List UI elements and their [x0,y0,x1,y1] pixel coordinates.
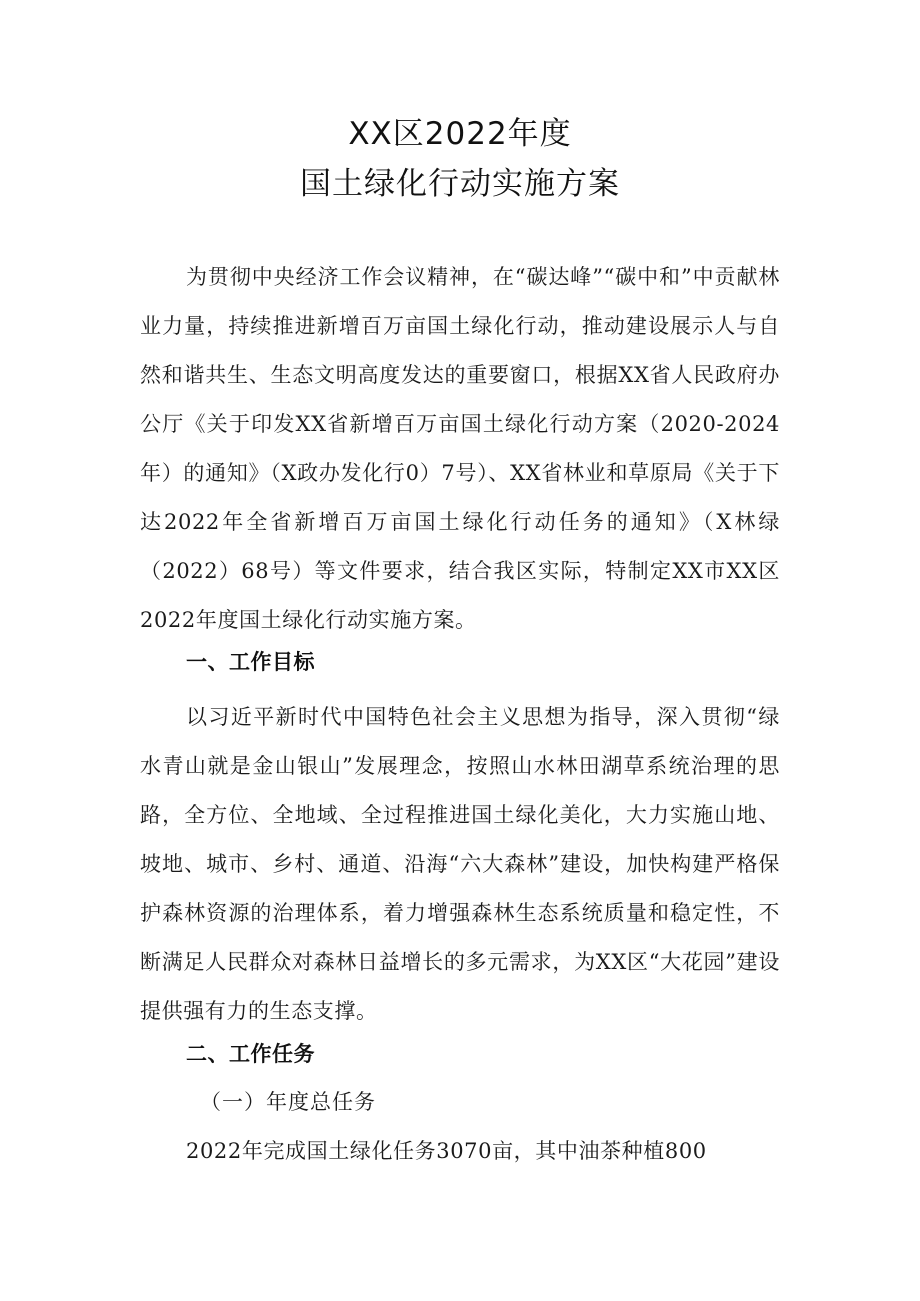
annual-task-text: 2022年完成国土绿化任务3070亩，其中油茶种植800 [186,1139,707,1163]
intro-paragraph: 为贯彻中央经济工作会议精神，在“碳达峰”“碳中和”中贡献林业力量，持续推进新增百万亩国土绿化行动，推动建设展示人与自然和谐共生、生态文明高度发达的重要窗口，根据XX省人民政府办公厅《关于印发XX省新增百万亩国土绿化行动方案（2020-2024年）的通知》（X政办发化行0）7号）、XX省林业和草原局《关于下达2022年全省新增百万亩国土绿化行动任务的通知》（X林绿（2022）68号）等文件要求，结合我区实际，特制定XX市XX区2022年度国土绿化行动实施方案。 [140,265,780,632]
work-goals-paragraph: 以习近平新时代中国特色社会主义思想为指导，深入贯彻“绿水青山就是金山银山”发展理念，按照山水林田湖草系统治理的思路，全方位、全地域、全过程推进国土绿化美化，大力实施山地、坡地、城市、乡村、通道、沿海“六大森林”建设，加快构建严格保护森林资源的治理体系，着力增强森林生态系统质量和稳定性，不断满足人民群众对森林日益增长的多元需求，为XX区“大花园”建设提供强有力的生态支撑。 [140,705,780,1023]
document-title-line-2: 国土绿化行动实施方案 [300,166,620,202]
subsection-heading-annual-task: （一）年度总任务 [200,1090,376,1114]
work-goals-paragraph-block [140,693,780,1036]
section-heading-work-goals: 一、工作目标 [186,650,315,674]
document-title-line-1: XX区2022年度 [348,116,572,152]
section-heading-work-tasks: 二、工作任务 [186,1042,315,1066]
intro-paragraph-block [140,253,780,645]
